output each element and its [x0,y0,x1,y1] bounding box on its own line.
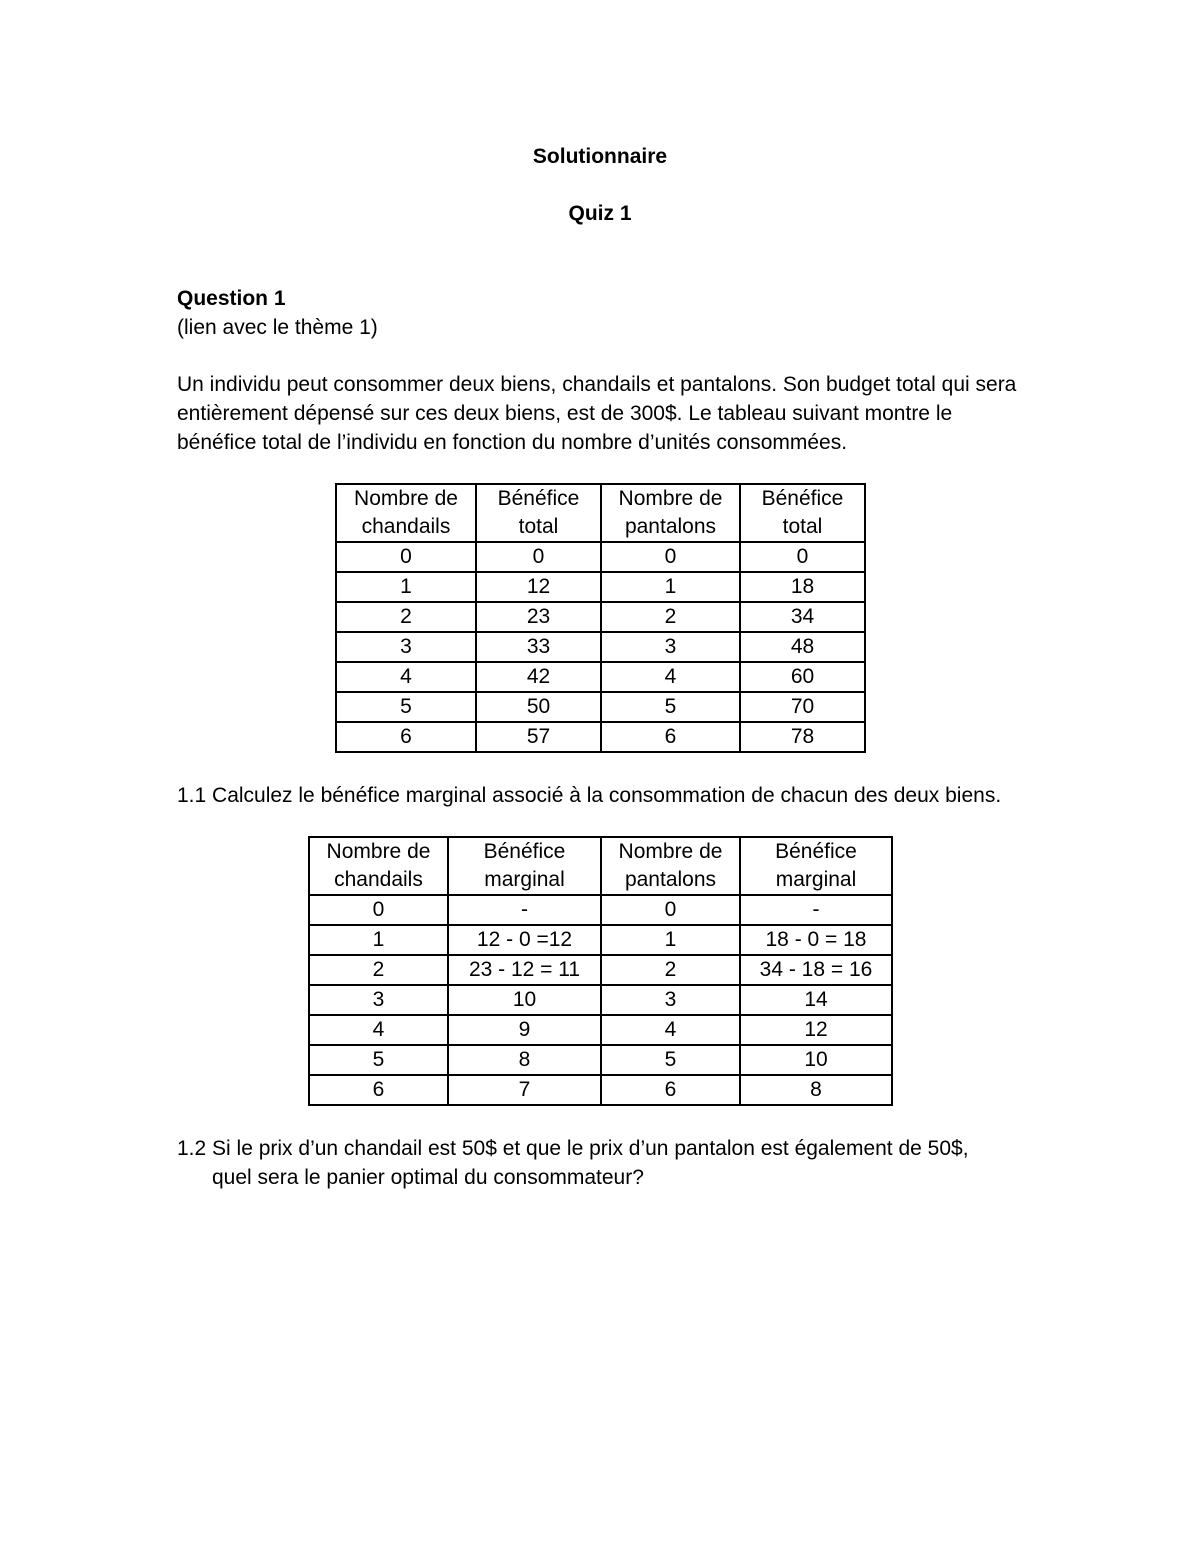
table-cell: - [740,895,892,925]
table-cell: 0 [476,542,601,572]
table-cell: 18 - 0 = 18 [740,925,892,955]
question-1-2-line2: quel sera le panier optimal du consommateur? [212,1166,644,1189]
header-cell: Nombre de pantalons [601,837,740,895]
table-cell: 6 [601,722,740,752]
table-cell: 5 [601,692,740,722]
table-cell: 7 [448,1075,601,1105]
table-cell: 2 [309,955,448,985]
table-cell: 0 [740,542,865,572]
table-cell: 6 [601,1075,740,1105]
table-cell: 1 [309,925,448,955]
table-cell: 1 [601,572,740,602]
header-cell: Nombre de chandails [309,837,448,895]
table-cell: 4 [601,1015,740,1045]
question-theme: (lien avec le thème 1) [177,316,378,339]
header-cell: Nombre de pantalons [601,484,740,542]
table-row [309,895,892,925]
table-cell: 34 - 18 = 16 [740,955,892,985]
table-cell: 12 [740,1015,892,1045]
table-row [336,632,865,662]
question-heading: Question 1 [177,287,286,310]
table-cell: 2 [601,955,740,985]
table-row [309,985,892,1015]
header-cell: Bénéfice total [476,484,601,542]
question-1-1: 1.1 Calculez le bénéfice marginal associé à la consommation de chacun des deux biens. [177,784,1002,807]
table-row [309,955,892,985]
table-cell: 6 [309,1075,448,1105]
table-cell: 48 [740,632,865,662]
table-cell: 5 [309,1045,448,1075]
table-row [336,692,865,722]
question-1-2 [177,1134,1057,1192]
table-cell: 33 [476,632,601,662]
table-row [309,1075,892,1105]
marginal-benefit-table [308,836,893,1106]
table-cell: 42 [476,662,601,692]
table-cell: 12 - 0 =12 [448,925,601,955]
header-cell: Bénéfice total [740,484,865,542]
header-cell: Nombre de chandails [336,484,476,542]
table-cell: 57 [476,722,601,752]
table-cell: 34 [740,602,865,632]
total-benefit-table [335,483,866,753]
table-row [336,572,865,602]
table-header-row [309,837,892,895]
table-cell: 2 [601,602,740,632]
question-intro: Un individu peut consommer deux biens, chandails et pantalons. Son budget total qui sera entièrement dépensé sur ces deux biens, est de 300$. Le tableau suivant montre le bénéfice total de l’individu en fonction du nombre d’unités consommées. [177,373,1017,454]
table-row [336,722,865,752]
table-row [309,1045,892,1075]
table-cell: - [448,895,601,925]
table-cell: 60 [740,662,865,692]
table-cell: 18 [740,572,865,602]
table-cell: 3 [309,985,448,1015]
table-cell: 78 [740,722,865,752]
table-cell: 5 [336,692,476,722]
table-row [336,602,865,632]
table-cell: 2 [336,602,476,632]
table-cell: 5 [601,1045,740,1075]
table-cell: 0 [309,895,448,925]
table-cell: 9 [448,1015,601,1045]
table-cell: 0 [601,542,740,572]
header-cell: Bénéfice marginal [740,837,892,895]
table-cell: 70 [740,692,865,722]
document-title: Solutionnaire [532,145,668,168]
table-cell: 4 [336,662,476,692]
table-cell: 1 [601,925,740,955]
table-cell: 12 [476,572,601,602]
table-cell: 8 [448,1045,601,1075]
table-cell: 0 [336,542,476,572]
question-1-2-line1: 1.2 Si le prix d’un chandail est 50$ et que le prix d’un pantalon est également de 50$, [177,1137,969,1160]
table-row [336,662,865,692]
quiz-title: Quiz 1 [568,202,632,225]
table-row [309,1015,892,1045]
table-cell: 10 [740,1045,892,1075]
table-cell: 4 [309,1015,448,1045]
table-cell: 3 [601,985,740,1015]
table-cell: 50 [476,692,601,722]
table-cell: 23 - 12 = 11 [448,955,601,985]
table-cell: 0 [601,895,740,925]
table-cell: 14 [740,985,892,1015]
table-cell: 8 [740,1075,892,1105]
header-cell: Bénéfice marginal [448,837,601,895]
table-cell: 1 [336,572,476,602]
table-cell: 3 [601,632,740,662]
table-row [309,925,892,955]
table-cell: 4 [601,662,740,692]
table-header-row [336,484,865,542]
table-cell: 10 [448,985,601,1015]
table-row [336,542,865,572]
table-cell: 23 [476,602,601,632]
table-cell: 3 [336,632,476,662]
table-cell: 6 [336,722,476,752]
